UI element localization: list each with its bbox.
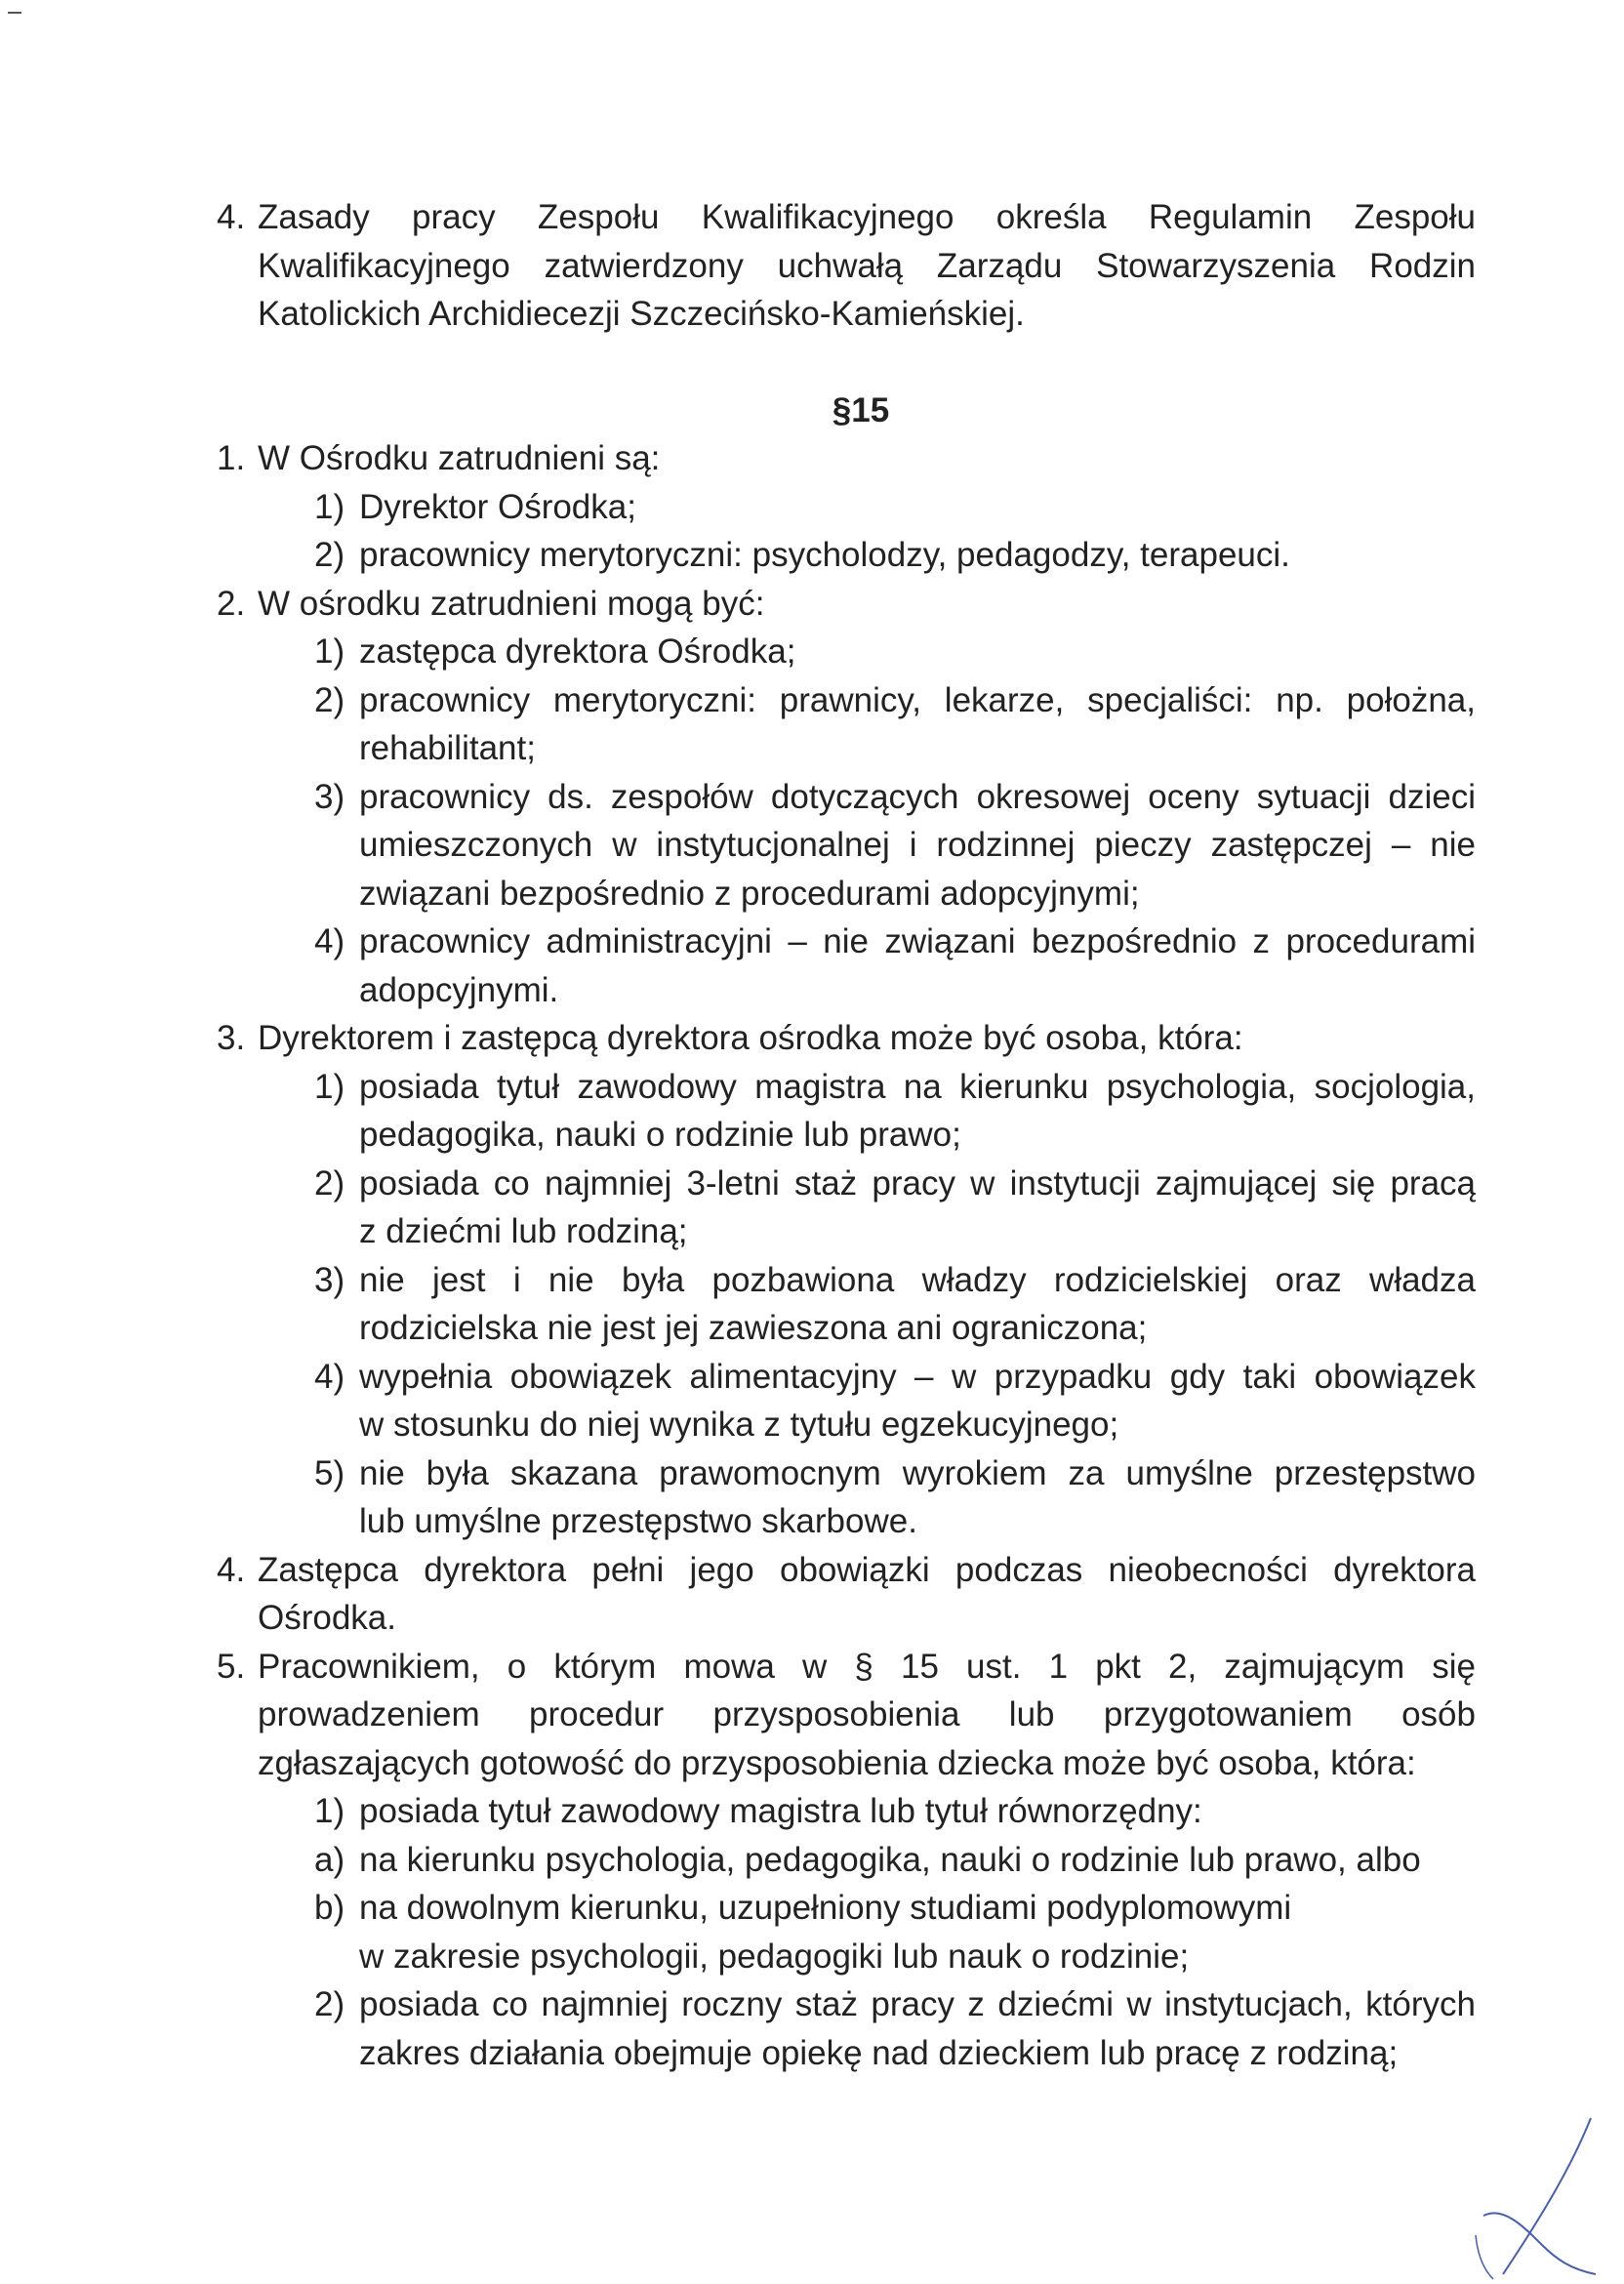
text-line: pedagogika, nauki o rodzinie lub prawo;	[359, 1116, 961, 1154]
text-line: na kierunku psychologia, pedagogika, nauki o rodzinie lub prawo, albo	[359, 1840, 1421, 1879]
list-item	[217, 1546, 1476, 1643]
item-number: 3.	[217, 1019, 246, 1057]
text-line: posiada tytuł zawodowy magistra na kierunku psychologia, socjologia,	[359, 1067, 1476, 1106]
text-line: zakres działania obejmuje opiekę nad dzieckiem lub pracę z rodziną;	[359, 2033, 1399, 2072]
text-line: Katolickich Archidiecezji Szczecińsko-Kamieńskiej.	[258, 295, 1025, 333]
list-item	[217, 434, 1476, 483]
text-line: pracownicy merytoryczni: prawnicy, lekarze, specjaliści: np. położna,	[359, 680, 1476, 719]
text-line: lub umyślne przestępstwo skarbowe.	[359, 1502, 917, 1540]
sub-list-item	[217, 483, 1476, 532]
text-line: Dyrektor Ośrodka;	[359, 487, 636, 526]
item-number: 2.	[217, 584, 246, 623]
sub-list-item	[217, 1884, 1476, 1980]
text-line: W ośrodku zatrudnieni mogą być:	[258, 584, 765, 623]
sub-list-item	[217, 628, 1476, 676]
sub-list-item	[217, 1353, 1476, 1449]
section-heading: §15	[832, 390, 890, 429]
item-number: 1)	[314, 632, 345, 671]
text-line: pracownicy ds. zespołów dotyczących okresowej oceny sytuacji dzieci	[359, 777, 1476, 816]
text-line: na dowolnym kierunku, uzupełniony studiami podyplomowymi	[359, 1889, 1292, 1927]
item-number: 4)	[314, 922, 345, 960]
item-letter: a)	[314, 1840, 345, 1879]
text-line: nie była skazana prawomocnym wyrokiem za umyślne przestępstwo	[359, 1453, 1476, 1492]
sub-list-item	[217, 773, 1476, 918]
document-body	[217, 193, 1476, 2077]
item-number: 1.	[217, 439, 246, 477]
text-line: posiada co najmniej roczny staż pracy z dziećmi w instytucjach, których	[359, 1985, 1476, 2023]
text-line: Zastępca dyrektora pełni jego obowiązki podczas nieobecności dyrektora	[258, 1550, 1476, 1589]
sub-list-item	[217, 676, 1476, 773]
sub-list-item	[217, 1449, 1476, 1546]
list-item	[217, 193, 1476, 339]
list-item	[217, 1643, 1476, 1788]
sub-list-item	[217, 1836, 1476, 1885]
item-number: 1)	[314, 487, 345, 526]
text-line: zastępca dyrektora Ośrodka;	[359, 632, 796, 671]
text-line: rehabilitant;	[359, 729, 536, 767]
text-line: Dyrektorem i zastępcą dyrektora ośrodka może być osoba, która:	[258, 1019, 1243, 1057]
sub-list-item	[217, 1787, 1476, 1836]
sub-list-item	[217, 1980, 1476, 2077]
text-line: rodzicielska nie jest jej zawieszona ani ograniczona;	[359, 1309, 1148, 1347]
item-number: 1)	[314, 1792, 345, 1830]
item-number: 3)	[314, 777, 345, 816]
text-line: adopcyjnymi.	[359, 970, 559, 1009]
text-line: posiada tytuł zawodowy magistra lub tytuł równorzędny:	[359, 1792, 1202, 1830]
text-line: zgłaszających gotowość do przysposobienia dziecka może być osoba, która:	[258, 1743, 1416, 1782]
sub-list-item	[217, 1160, 1476, 1256]
text-line: Zasady pracy Zespołu Kwalifikacyjnego określa Regulamin Zespołu	[258, 198, 1476, 236]
text-line: związani bezpośrednio z procedurami adopcyjnymi;	[359, 874, 1140, 913]
item-number: 4.	[217, 1550, 246, 1589]
item-number: 4.	[217, 198, 246, 236]
item-number: 5)	[314, 1453, 345, 1492]
sub-list-item	[217, 918, 1476, 1014]
list-item	[217, 580, 1476, 629]
text-line: w stosunku do niej wynika z tytułu egzekucyjnego;	[359, 1406, 1119, 1444]
text-line: W Ośrodku zatrudnieni są:	[258, 439, 661, 477]
text-line: umieszczonych w instytucjonalnej i rodzinnej pieczy zastępczej – nie	[359, 826, 1476, 864]
item-number: 4)	[314, 1357, 345, 1396]
text-line: prowadzeniem procedur przysposobienia lub przygotowaniem osób	[258, 1695, 1476, 1733]
item-letter: b)	[314, 1889, 345, 1927]
sub-list-item	[217, 531, 1476, 580]
scan-mark	[8, 12, 21, 14]
item-number: 3)	[314, 1260, 345, 1299]
text-line: wypełnia obowiązek alimentacyjny – w przypadku gdy taki obowiązek	[359, 1357, 1476, 1396]
item-number: 2)	[314, 1163, 345, 1203]
sub-list-item	[217, 1256, 1476, 1353]
text-line: w zakresie psychologii, pedagogiki lub nauk o rodzinie;	[359, 1937, 1190, 1976]
text-line: nie jest i nie była pozbawiona władzy rodzicielskiej oraz władza	[359, 1260, 1476, 1299]
text-line: Pracownikiem, o którym mowa w § 15 ust. 1 pkt 2, zajmującym się	[258, 1647, 1476, 1686]
item-number: 2)	[314, 536, 345, 574]
item-number: 1)	[314, 1067, 345, 1106]
text-line: Ośrodka.	[258, 1599, 396, 1637]
sub-list-item	[217, 1063, 1476, 1160]
handwritten-initial	[1464, 2108, 1601, 2284]
item-number: 2)	[314, 1985, 345, 2023]
item-number: 5.	[217, 1647, 246, 1686]
text-line: Kwalifikacyjnego zatwierdzony uchwałą Zarządu Stowarzyszenia Rodzin	[258, 246, 1476, 285]
text-line: pracownicy merytoryczni: psycholodzy, pedagodzy, terapeuci.	[359, 536, 1290, 574]
item-number: 2)	[314, 680, 345, 719]
list-item	[217, 1014, 1476, 1063]
text-line: z dziećmi lub rodziną;	[359, 1212, 688, 1250]
text-line: pracownicy administracyjni – nie związani bezpośrednio z procedurami	[359, 922, 1476, 960]
text-line: posiada co najmniej 3-letni staż pracy w instytucji zajmującej się pracą	[359, 1163, 1476, 1203]
